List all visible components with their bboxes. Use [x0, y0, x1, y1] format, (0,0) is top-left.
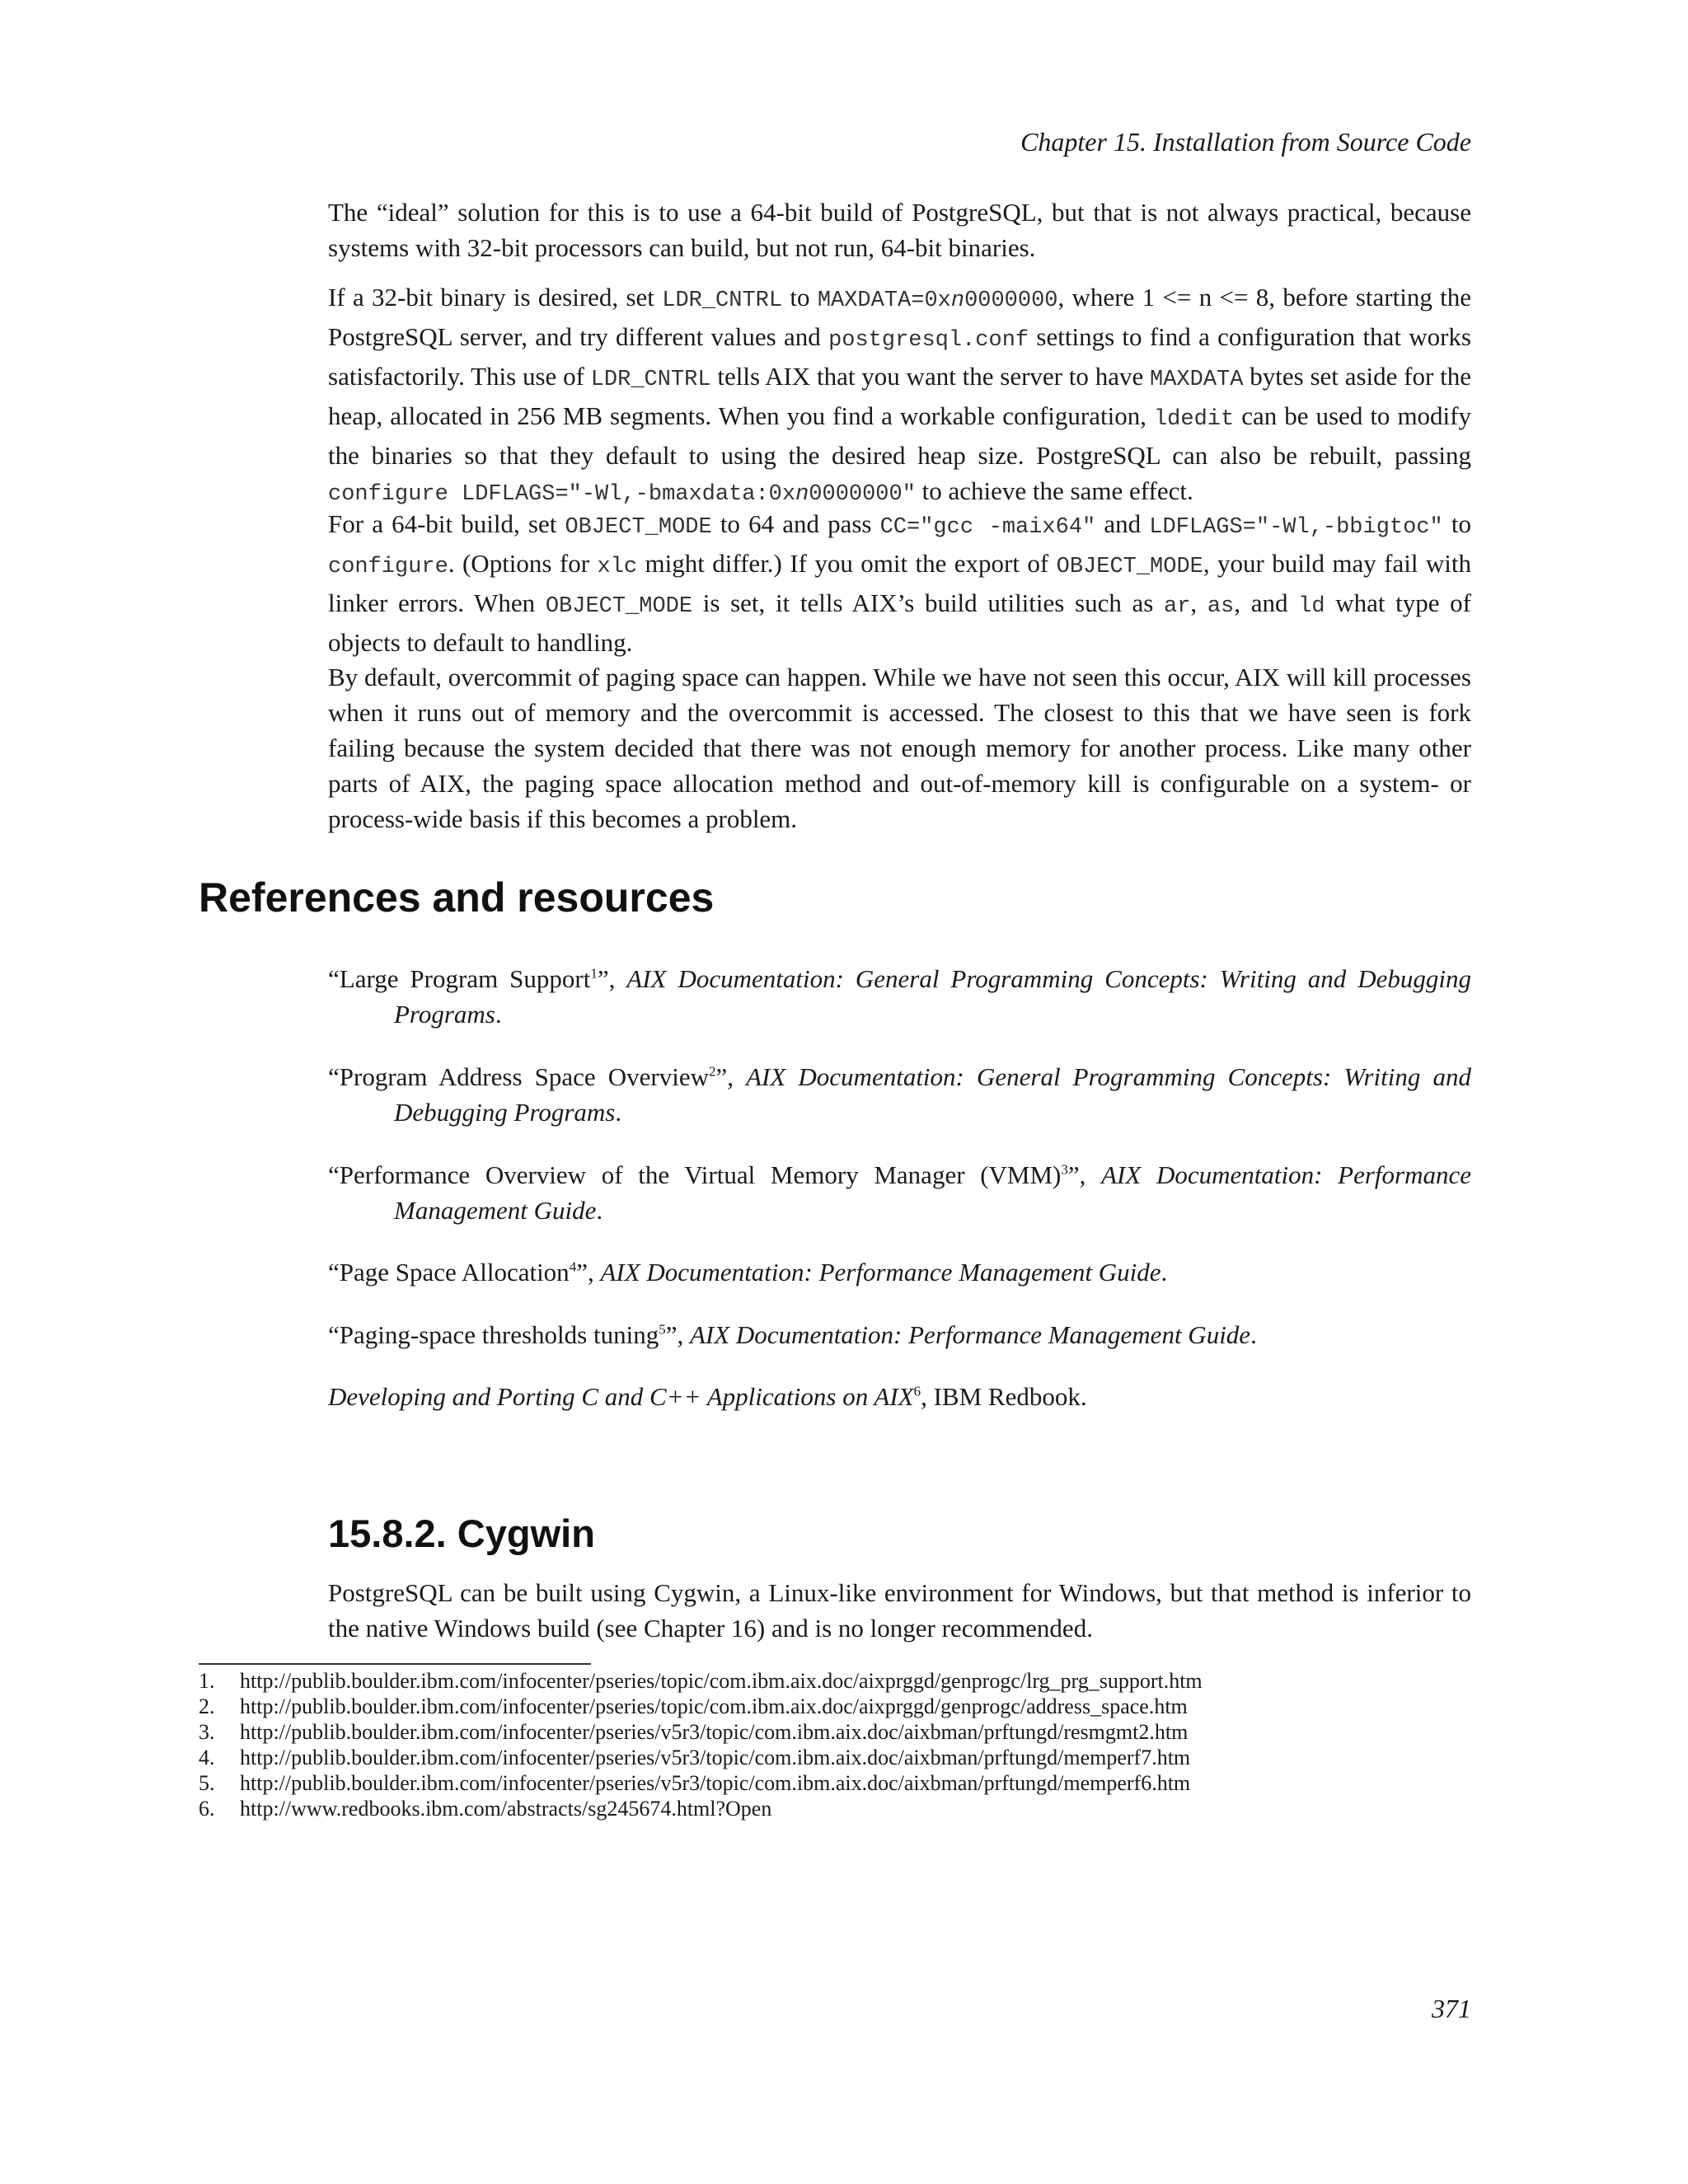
- paragraph-cygwin: PostgreSQL can be built using Cygwin, a Linux-like environment for Windows, but that method is inferior to the native Windows build (see Chapter 16) and is no longer recommended.: [328, 1578, 1471, 1643]
- footnote-link[interactable]: http://publib.boulder.ibm.com/infocenter/pseries/v5r3/topic/com.ibm.aix.doc/aixbman/prftungd/memperf6.htm: [240, 1771, 1191, 1795]
- code-configure: configure: [328, 555, 448, 579]
- reference-item: “Large Program Support$^1$”, AIX Documentation: General Programming Concepts: Writing and Debugging Programs.: [328, 964, 1471, 1029]
- running-header: Chapter 15. Installation from Source Code: [1020, 127, 1471, 157]
- code-ar: ar: [1164, 594, 1191, 619]
- footnote-link[interactable]: http://publib.boulder.ibm.com/infocenter/pseries/v5r3/topic/com.ibm.aix.doc/aixbman/prftungd/memperf7.htm: [240, 1746, 1191, 1769]
- code-maxdata-var: MAXDATA: [1150, 368, 1244, 392]
- footnote-item: 4. http://publib.boulder.ibm.com/infocenter/pseries/v5r3/topic/com.ibm.aix.doc/aixbman/prftungd/memperf7.htm: [199, 1746, 1191, 1769]
- reference-item: “Page Space Allocation$^4$”, AIX Documentation: Performance Management Guide.: [328, 1258, 1168, 1286]
- footnote-divider: [199, 1663, 591, 1665]
- paragraph-32bit-binary: If a 32-bit binary is desired, set LDR_CNTRL to MAXDATA=0xn0000000, where 1 <= n <= 8, before starting the PostgreSQL server, and try different values and postgresql.conf settings to find a configuration that works satisfactorily. This use of LDR_CNTRL tells AIX that you want the server to have MAXDATA bytes set aside for the heap, allocated in 256 MB segments. When you find a workable configuration, ldedit can be used to modify the binaries so that they default to using the desired heap size. PostgreSQL can also be rebuilt, passing configure LDFLAGS="-Wl,-bmaxdata:0xn0000000" to achieve the same effect.: [328, 283, 1472, 507]
- paragraph-ideal-solution: The “ideal” solution for this is to use a 64-bit build of PostgreSQL, but that is not always practical, because systems with 32-bit processors can build, but not run, 64-bit binaries.: [328, 198, 1471, 262]
- paragraph-64bit-build: For a 64-bit build, set OBJECT_MODE to 64 and pass CC="gcc -maix64" and LDFLAGS="-Wl,-bbigtoc" to configure. (Options for xlc might differ.) If you omit the export of OBJECT_MODE, your build may fail with linker errors. When OBJECT_MODE is set, it tells AIX’s build utilities such as ar, as, and ld what type of objects to default to handling.: [328, 509, 1472, 657]
- reference-item: “Performance Overview of the Virtual Memory Manager (VMM)$^3$”, AIX Documentation: Performance Management Guide.: [328, 1160, 1471, 1225]
- section-heading-references: References and resources: [199, 874, 715, 921]
- code-object-mode: OBJECT_MODE: [565, 515, 712, 540]
- reference-item: Developing and Porting C and C++ Applications on AIX$^6$, IBM Redbook.: [328, 1382, 1087, 1411]
- footnote-ref[interactable]: 5: [659, 1321, 666, 1338]
- code-maxdata: MAXDATA=0xn0000000: [817, 288, 1058, 313]
- footnote-item: 1. http://publib.boulder.ibm.com/infocenter/pseries/topic/com.ibm.aix.doc/aixprggd/genprogc/lrg_prg_support.htm: [199, 1669, 1203, 1693]
- code-as: as: [1207, 594, 1235, 619]
- footnotes-list: [199, 1668, 1484, 1821]
- code-xlc: xlc: [597, 555, 638, 579]
- code-object-mode: OBJECT_MODE: [545, 594, 693, 619]
- code-cc-gcc: CC="gcc -maix64": [879, 515, 1096, 540]
- footnote-item: 6. http://www.redbooks.ibm.com/abstracts/sg245674.html?Open: [199, 1797, 772, 1821]
- reference-item: “Paging-space thresholds tuning$^5$”, AIX Documentation: Performance Management Guide.: [328, 1320, 1257, 1349]
- paragraph-overcommit: By default, overcommit of paging space can happen. While we have not seen this occur, AIX will kill processes when it runs out of memory and the overcommit is accessed. The closest to this that we have seen is fork failing because the system decided that there was not enough memory for another process. Like many other parts of AIX, the paging space allocation method and out-of-memory kill is configurable on a system- or process-wide basis if this becomes a problem.: [328, 663, 1471, 833]
- footnote-link[interactable]: http://publib.boulder.ibm.com/infocenter/pseries/v5r3/topic/com.ibm.aix.doc/aixbman/prftungd/resmgmt2.htm: [240, 1720, 1189, 1744]
- code-configure-ldflags: configure LDFLAGS="-Wl,-bmaxdata:0xn0000000": [328, 482, 916, 507]
- code-ldr-cntrl: LDR_CNTRL: [662, 288, 783, 313]
- footnote-ref[interactable]: 1: [590, 965, 598, 982]
- page-number: 371: [1432, 1994, 1471, 2023]
- footnote-ref[interactable]: 3: [1061, 1161, 1068, 1178]
- footnote-item: 2. http://publib.boulder.ibm.com/infocenter/pseries/topic/com.ibm.aix.doc/aixprggd/genprogc/address_space.htm: [199, 1694, 1188, 1718]
- footnote-ref[interactable]: 2: [708, 1063, 716, 1080]
- reference-item: “Program Address Space Overview$^2$”, AIX Documentation: General Programming Concepts: Writing and Debugging Programs.: [328, 1062, 1471, 1127]
- footnote-ref[interactable]: 4: [569, 1258, 577, 1275]
- code-ldflags-bigtoc: LDFLAGS="-Wl,-bbigtoc": [1149, 515, 1443, 540]
- footnote-item: 5. http://publib.boulder.ibm.com/infocenter/pseries/v5r3/topic/com.ibm.aix.doc/aixbman/prftungd/memperf6.htm: [199, 1771, 1191, 1795]
- code-postgresql-conf: postgresql.conf: [828, 328, 1029, 353]
- footnote-link[interactable]: http://publib.boulder.ibm.com/infocenter/pseries/topic/com.ibm.aix.doc/aixprggd/genprogc/address_space.htm: [240, 1694, 1188, 1718]
- section-heading-cygwin: 15.8.2. Cygwin: [328, 1511, 595, 1555]
- footnote-link[interactable]: http://www.redbooks.ibm.com/abstracts/sg245674.html?Open: [240, 1797, 772, 1821]
- footnote-link[interactable]: http://publib.boulder.ibm.com/infocenter/pseries/topic/com.ibm.aix.doc/aixprggd/genprogc/lrg_prg_support.htm: [240, 1669, 1203, 1693]
- footnote-ref[interactable]: 6: [913, 1383, 921, 1399]
- footnote-item: 3. http://publib.boulder.ibm.com/infocenter/pseries/v5r3/topic/com.ibm.aix.doc/aixbman/prftungd/resmgmt2.htm: [199, 1720, 1189, 1744]
- code-ldedit: ldedit: [1153, 407, 1235, 432]
- code-ld: ld: [1298, 594, 1325, 619]
- code-ldr-cntrl: LDR_CNTRL: [590, 368, 711, 392]
- code-object-mode: OBJECT_MODE: [1056, 555, 1203, 579]
